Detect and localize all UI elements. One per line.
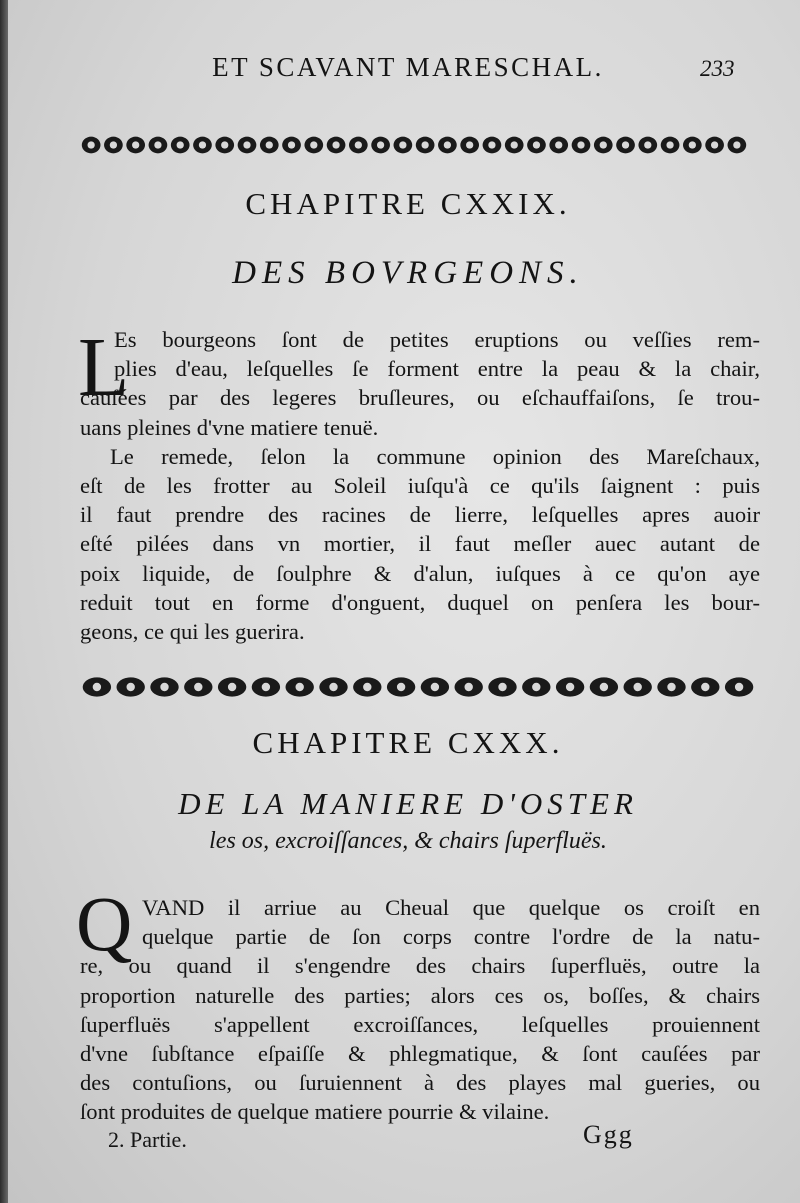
ornament-motif-center [577,141,584,148]
ornament-motif-center [87,141,94,148]
ornament-motif-center [266,141,273,148]
ornament-motif-center [444,141,451,148]
signature-mark-right: Ggg [583,1120,634,1149]
ornament-motif-center [262,683,270,691]
book-page [8,0,800,1203]
ornament-motif-center [199,141,206,148]
ornament-motif-center [154,141,161,148]
chapter-heading-129: CHAPITRE CXXIX. [245,186,571,221]
ornament-motif-center [228,683,236,691]
ornament-motif-center [533,141,540,148]
ornament-motif-center [498,683,506,691]
ornament-band-middle [8,672,800,702]
text-line: VAND il arriue au Cheual que quelque os croiſt en [142,895,760,920]
ornament-motif-center [127,683,135,691]
ornament-motif-center [160,683,168,691]
page-number: 233 [700,56,735,81]
ornament-motif-center [634,683,642,691]
chapter-title-130: DE LA MANIERE D'OSTER [178,786,638,821]
ornament-motif-center [666,141,673,148]
text-line: ſuperfluës s'appellent excroiſſances, leſquelles prouiennent [80,1011,760,1037]
chapter-heading-130: CHAPITRE CXXX. [252,725,564,760]
text-line: re, ou quand il s'engendre des chairs ſuperfluës, outre la [80,953,760,979]
ornament-motif-center [733,141,740,148]
chapter-130-text [80,893,760,1127]
text-line: geons, ce qui les guerira. [80,618,305,644]
ornament-motif-center [288,141,295,148]
ornament-motif-center [644,141,651,148]
book-gutter [0,0,8,1203]
chapter-title-129: DES BOVRGEONS. [232,255,584,291]
ornament-motif-center [296,683,304,691]
ornament-motif-center [466,141,473,148]
ornament-motif-center [329,683,337,691]
ornament-motif-center [177,141,184,148]
ornament-motif-center [377,141,384,148]
text-line: quelque partie de ſon corps contre l'ordre de la natu- [142,924,760,950]
signature-mark-left: 2. Partie. [108,1127,187,1152]
ornament-motif-center [194,683,202,691]
text-line: Es bourgeons ſont de petites eruptions ou veſſies rem- [114,327,760,352]
ornament-motif-center [355,141,362,148]
text-line: il faut prendre des racines de lierre, leſquelles apres auoir [80,502,760,528]
ornament-motif-center [735,683,743,691]
ornament-motif-center [701,683,709,691]
text-line: eſt de les frotter au Soleil iuſqu'à ce qu'ils ſaignent : puis [80,472,760,498]
ornament-motif-center [622,141,629,148]
chapter-subtitle-130: les os, excroiſſances, & chairs ſuperfluës. [209,828,607,854]
ornament-band-top [8,132,800,158]
ornament-motif-center [421,141,428,148]
ornament-motif-center [93,683,101,691]
text-line: reduit tout en forme d'onguent, duquel on penſera les bour- [80,589,760,615]
ornament-motif-center [332,141,339,148]
ornament-motif-center [600,141,607,148]
drop-capital-L: L [78,321,130,414]
ornament-motif-center [243,141,250,148]
ornament-motif-center [566,683,574,691]
text-line: Le remede, ſelon la commune opinion des Mareſchaux, [110,443,760,469]
ornament-motif-center [555,141,562,148]
ornament-motif-center [667,683,675,691]
chapter-129-text [78,321,760,646]
ornament-motif-center [310,141,317,148]
text-line: ſont produites de quelque matiere pourrie & vilaine. [80,1099,550,1125]
ornament-motif-center [488,141,495,148]
ornament-motif-center [600,683,608,691]
running-head: ET SCAVANT MARESCHAL. [212,52,604,82]
text-line: proportion naturelle des parties; alors ces os, boſſes, & chairs [80,982,760,1008]
text-line: d'vne ſubſtance eſpaiſſe & phlegmatique, & ſont cauſées par [80,1040,760,1066]
ornament-motif-center [465,683,473,691]
ornament-motif-center [399,141,406,148]
ornament-motif-center [397,683,405,691]
text-line: plies d'eau, leſquelles ſe forment entre la peau & la chair, [114,356,760,382]
ornament-motif-center [711,141,718,148]
ornament-motif-center [689,141,696,148]
drop-capital-Q: Q [76,880,133,967]
text-line: poix liquide, de ſoulphre & d'alun, iuſques à ce qu'on aye [80,560,760,586]
ornament-motif-center [110,141,117,148]
ornament-motif-center [363,683,371,691]
ornament-motif-center [221,141,228,148]
text-line: uans pleines d'vne matiere tenuë. [80,414,379,440]
text-line: eſté pilées dans vn mortier, il faut meſler auec autant de [80,531,760,557]
ornament-motif-center [532,683,540,691]
ornament-motif-center [431,683,439,691]
ornament-motif-center [132,141,139,148]
text-line: des contuſions, ou ſuruiennent à des playes mal gueries, ou [80,1070,760,1096]
text-line: cauſées par des legeres bruſleures, ou eſchauffaiſons, ſe trou- [80,385,760,411]
ornament-motif-center [511,141,518,148]
